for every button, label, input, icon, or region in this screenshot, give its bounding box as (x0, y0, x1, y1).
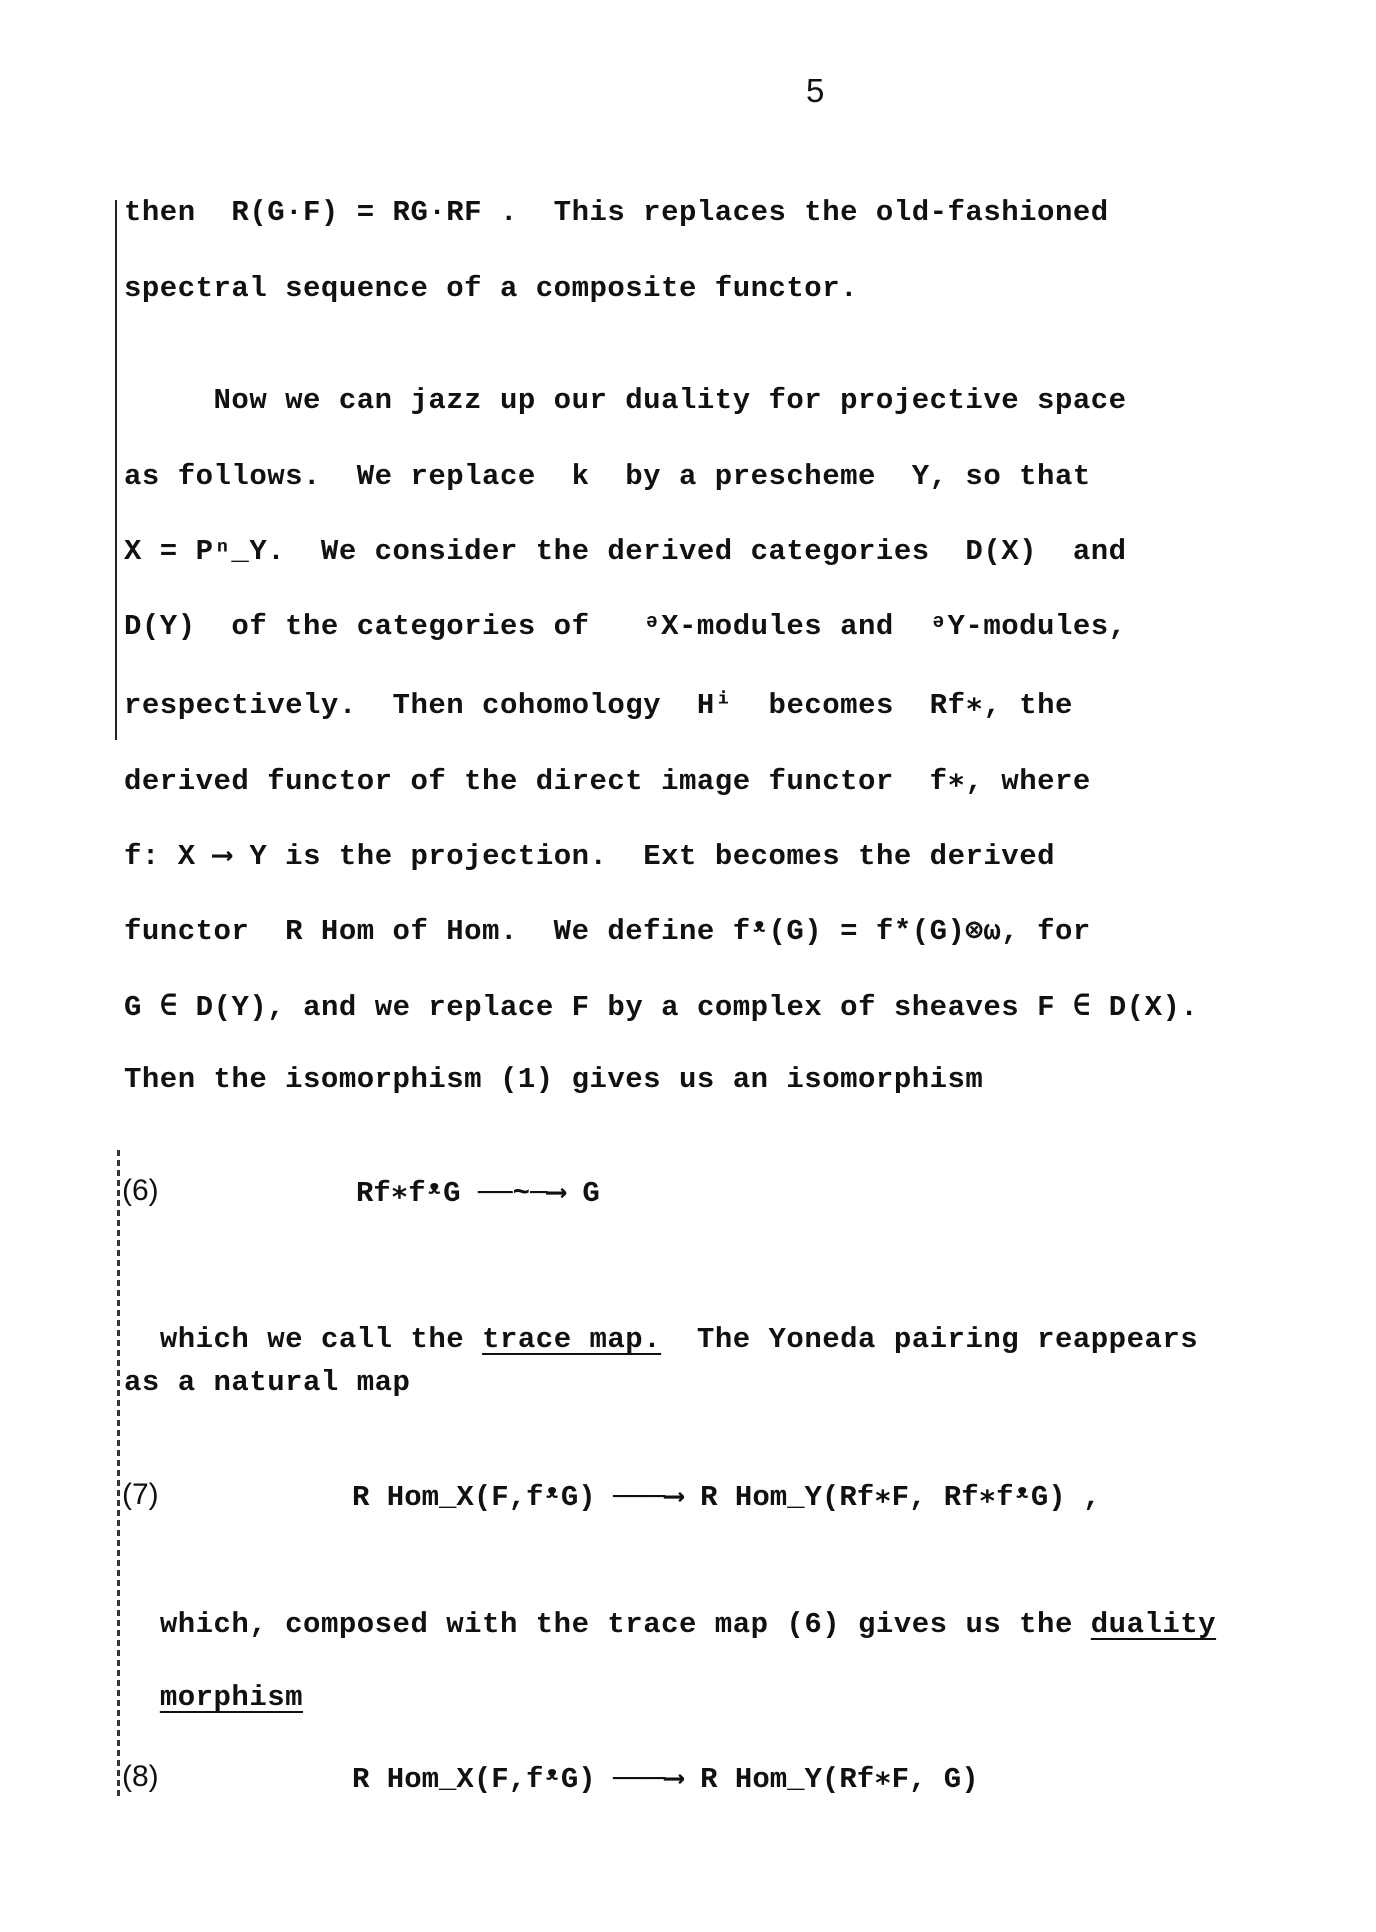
margin-bar-top (115, 200, 117, 740)
equation-label-7: (7) (122, 1478, 159, 1511)
equation-6: Rf∗fᵜG ──~─⟶ G (356, 1177, 600, 1210)
text-line-13 (124, 1290, 1198, 1356)
text-line-2: spectral sequence of a composite functor. (124, 272, 859, 305)
text-line-5: X = Pⁿ_Y. We consider the derived categories D(X) and (124, 535, 1127, 568)
text-fragment: The Yoneda pairing reappears (661, 1323, 1199, 1356)
text-line-6: D(Y) of the categories of ᵊX-modules and ᵊY-modules, (124, 610, 1127, 643)
text-fragment: which we call the (159, 1323, 483, 1356)
term-duality: duality (1090, 1608, 1217, 1641)
text-line-11: G ∈ D(Y), and we replace F by a complex of sheaves F ∈ D(X). (124, 991, 1199, 1024)
text-fragment: which, composed with the trace map (6) gives us the (159, 1608, 1091, 1641)
page-number: 5 (806, 72, 825, 109)
text-line-12: Then the isomorphism (1) gives us an isomorphism (124, 1063, 984, 1096)
equation-7: R Hom_X(F,fᵜG) ───⟶ R Hom_Y(Rf∗F, Rf∗fᵜG) , (352, 1481, 1101, 1514)
equation-label-8: (8) (122, 1760, 159, 1793)
text-line-15 (124, 1575, 1216, 1641)
text-line-4: as follows. We replace k by a prescheme Y, so that (124, 460, 1091, 493)
text-line-8: derived functor of the direct image functor f∗, where (124, 765, 1091, 798)
text-line-10: functor R Hom of Hom. We define fᵜ(G) = f*(G)⊗ω, for (124, 915, 1091, 948)
text-line-7: respectively. Then cohomology Hⁱ becomes Rf∗, the (124, 689, 1073, 722)
text-line-16 (124, 1648, 303, 1714)
term-morphism: morphism (159, 1681, 304, 1714)
text-line-3: Now we can jazz up our duality for projective space (124, 384, 1127, 417)
text-line-1: then R(G·F) = RG·RF . This replaces the old-fashioned (124, 196, 1109, 229)
text-line-9: f: X ⟶ Y is the projection. Ext becomes the derived (124, 840, 1056, 873)
equation-8: R Hom_X(F,fᵜG) ───⟶ R Hom_Y(Rf∗F, G) (352, 1763, 979, 1796)
equation-label-6: (6) (122, 1174, 159, 1207)
margin-bar-bottom (117, 1150, 120, 1800)
term-trace-map: trace map. (482, 1323, 662, 1356)
text-line-14: as a natural map (124, 1366, 411, 1399)
